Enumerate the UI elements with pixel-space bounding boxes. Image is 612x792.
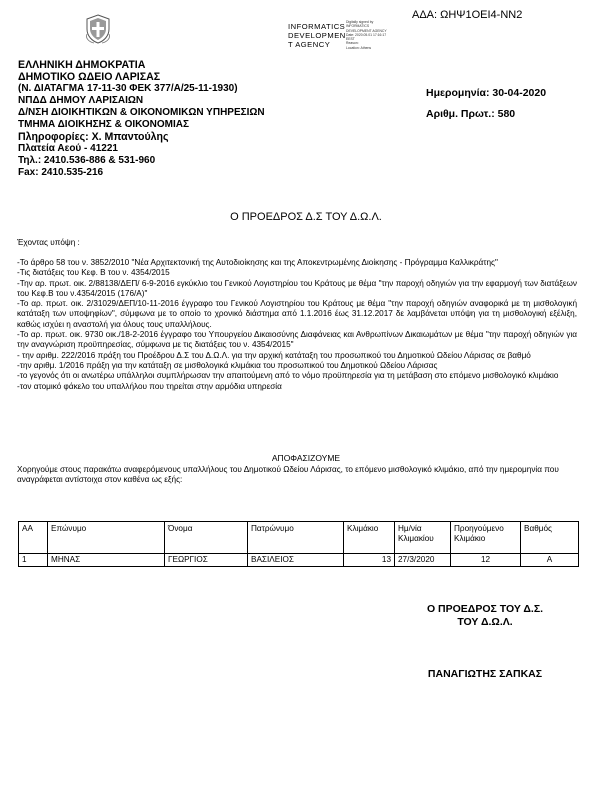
table-row bbox=[19, 554, 579, 567]
ida-label bbox=[288, 22, 346, 49]
table-header-cell: Πατρώνυμο bbox=[248, 522, 344, 554]
consideration-item: -τον ατομικό φάκελο του υπαλλήλου που τηρείται στην αρμόδια υπηρεσία bbox=[17, 381, 282, 391]
contact-line: Τηλ.: 2410.536-886 & 531-960 bbox=[18, 155, 156, 166]
protocol-number: Αριθμ. Πρωτ.: 580 bbox=[426, 108, 516, 120]
sender-line: ΤΜΗΜΑ ΔΙΟΙΚΗΣΗΣ & ΟΙΚΟΝΟΜΙΑΣ bbox=[18, 119, 190, 130]
stamp-line: DEVELOPMENT AGENCY bbox=[346, 28, 387, 33]
signature-title-line: ΤΟΥ Δ.Ω.Λ. bbox=[457, 616, 513, 628]
signatory-name: ΠΑΝΑΓΙΩΤΗΣ ΣΑΠΚΑΣ bbox=[427, 668, 543, 680]
consideration-item: -την αριθμ. 1/2016 πράξη για την κατάταξη σε μισθολογικά κλιμάκια του προσωπικού του Δημοτικού Ωδείου Λάρισας bbox=[17, 360, 438, 370]
ada-code: ΑΔΑ: ΩΗΨ1ΟΕΙ4-ΝΝ2 bbox=[412, 9, 523, 21]
table-header-cell: Κλιμάκιο bbox=[344, 522, 395, 554]
consideration-item: -το γεγονός ότι οι ανωτέρω υπάλληλοι συμπλήρωσαν την απαιτούμενη από το νόμο προϋπηρεσία για τη μετάβαση στο επόμενο μισθολογικό κλιμάκιο bbox=[17, 371, 559, 381]
ida-line: T AGENCY bbox=[288, 40, 331, 49]
table-header-cell: Ημ/νία Κλιμακίου bbox=[395, 522, 451, 554]
sender-line: ΔΗΜΟΤΙΚΟ ΩΔΕΙΟ ΛΑΡΙΣΑΣ bbox=[18, 71, 161, 83]
sender-line: ΕΛΛΗΝΙΚΗ ΔΗΜΟΚΡΑΤΙΑ bbox=[18, 59, 146, 71]
decision-heading: ΑΠΟΦΑΣΙΖΟΥΜΕ bbox=[271, 453, 341, 463]
greek-emblem-icon bbox=[85, 14, 111, 44]
stamp-line: Digitally signed by bbox=[346, 20, 374, 24]
stamp-line: INFORMATICS bbox=[346, 24, 370, 29]
considerations-list bbox=[17, 258, 577, 392]
ida-line: INFORMATICS bbox=[288, 22, 346, 31]
table-cell: ΓΕΩΡΓΙΟΣ bbox=[165, 554, 248, 567]
contact-line: Πλατεία Αεού - 41221 bbox=[18, 143, 118, 154]
document-meta bbox=[426, 83, 546, 125]
table-cell: 12 bbox=[451, 554, 521, 567]
signature-title-line: Ο ΠΡΟΕΔΡΟΣ ΤΟΥ Δ.Σ. bbox=[426, 603, 544, 615]
consideration-item: -Το αρ. πρωτ. οικ. 9730 οικ./18-2-2016 έγγραφο του Υπουργείου Δικαιοσύνης Διαφάνειας και Ανθρωπίνων Δικαιωμάτων με θέμα "την παροχή οδηγιών για την αναγνώριση προϋπηρεσίας, σύμφωνα με τις διατάξεις του ν. 4354/2015" bbox=[17, 330, 577, 350]
contact-line: Fax: 2410.535-216 bbox=[18, 167, 104, 178]
consideration-item: -Το αρ. πρωτ. οικ. 2/31029/ΔΕΠ/10-11-2016 έγγραφο του Γενικού Λογιστηρίου του Κράτους με θέμα "την παροχή οδηγιών αναφορικά με τη μισθολογική κατάταξη των υποψηφίων", σύμφωνα με το οποίο το χρονικό διάστημα από 1.1.2016 έως 31.12.2017 δε λαμβάνεται υπόψη για τη μισθολογική εξέλιξη, καθώς ισχύει η αναστολή για όλους τους υπαλλήλους. bbox=[17, 299, 577, 329]
table-header-cell: Επώνυμο bbox=[48, 522, 165, 554]
contact-line: Πληροφορίες: Χ. Μπαντούλης bbox=[18, 131, 169, 143]
table-header-cell: ΑΑ bbox=[19, 522, 48, 554]
sender-header bbox=[18, 59, 265, 179]
signature-title bbox=[380, 603, 590, 629]
consideration-item: -Την αρ. πρωτ. οικ. 2/88138/ΔΕΠ/ 6-9-2016 εγκύκλιο του Γενικού Λογιστηρίου του Κράτους με θέμα "την παροχή οδηγιών για την εφαρμογή των διατάξεων του Κεφ.Β του ν.4354/2015 (176/Α)" bbox=[17, 278, 577, 298]
sender-line: ΝΠΔΔ ΔΗΜΟΥ ΛΑΡΙΣΑΙΩΝ bbox=[18, 95, 144, 106]
stamp-line: Location: Athens bbox=[346, 45, 372, 50]
sender-line: Δ/ΝΣΗ ΔΙΟΙΚΗΤΙΚΩΝ & ΟΙΚΟΝΟΜΙΚΩΝ ΥΠΗΡΕΣΙΩΝ bbox=[18, 107, 265, 118]
table-cell: 13 bbox=[344, 554, 395, 567]
employee-table bbox=[18, 521, 579, 567]
decision-text: Χορηγούμε στους παρακάτω αναφερόμενους υπαλλήλους του Δημοτικού Ωδείου Λάρισας, το επόμενο μισθολογικό κλιμάκιο, από την ημερομηνία που αναγράφεται αντίστοιχα στον καθένα ως εξής: bbox=[17, 465, 559, 485]
table-cell: 27/3/2020 bbox=[395, 554, 451, 567]
document-title: Ο ΠΡΟΕΔΡΟΣ Δ.Σ ΤΟΥ Δ.Ω.Λ. bbox=[230, 211, 382, 223]
table-cell: 1 bbox=[19, 554, 48, 567]
sender-line: (Ν. ΔΙΑΤΑΓΜΑ 17-11-30 ΦΕΚ 377/Α/25-11-1930) bbox=[18, 83, 238, 94]
table-cell: ΒΑΣΙΛΕΙΟΣ bbox=[248, 554, 344, 567]
considerations-intro: Έχοντας υπόψη : bbox=[17, 238, 80, 247]
table-cell: ΜΗΝΑΣ bbox=[48, 554, 165, 567]
digital-signature-stamp bbox=[346, 20, 387, 50]
document-date: Ημερομηνία: 30-04-2020 bbox=[426, 87, 547, 99]
table-cell: Α bbox=[521, 554, 579, 567]
consideration-item: -Τις διατάξεις του Κεφ. Β του ν. 4354/2015 bbox=[17, 268, 170, 278]
table-header-cell: Όνομα bbox=[165, 522, 248, 554]
table-header-row bbox=[19, 522, 579, 554]
table-header-cell: Προηγούμενο Κλιμάκιο bbox=[451, 522, 521, 554]
stamp-line: EEST bbox=[346, 37, 355, 42]
table-header-cell: Βαθμός bbox=[521, 522, 579, 554]
stamp-line: Reason: bbox=[346, 41, 359, 46]
ida-line: DEVELOPMEN bbox=[288, 31, 346, 40]
consideration-item: -Το άρθρο 58 του ν. 3852/2010 "Νέα Αρχιτεκτονική της Αυτοδιοίκησης και της Αποκεντρωμένης Διοίκησης - Πρόγραμμα Καλλικράτης" bbox=[17, 258, 498, 267]
consideration-item: - την αριθμ. 222/2016 πράξη του Προέδρου Δ.Σ του Δ.Ω.Λ. για την αρχική κατάταξη του προσωπικού του Δημοτικού Ωδείου Λάρισας σε βαθμό bbox=[17, 350, 531, 360]
stamp-line: Date: 2020.05.01 17:16:17 bbox=[346, 32, 387, 37]
